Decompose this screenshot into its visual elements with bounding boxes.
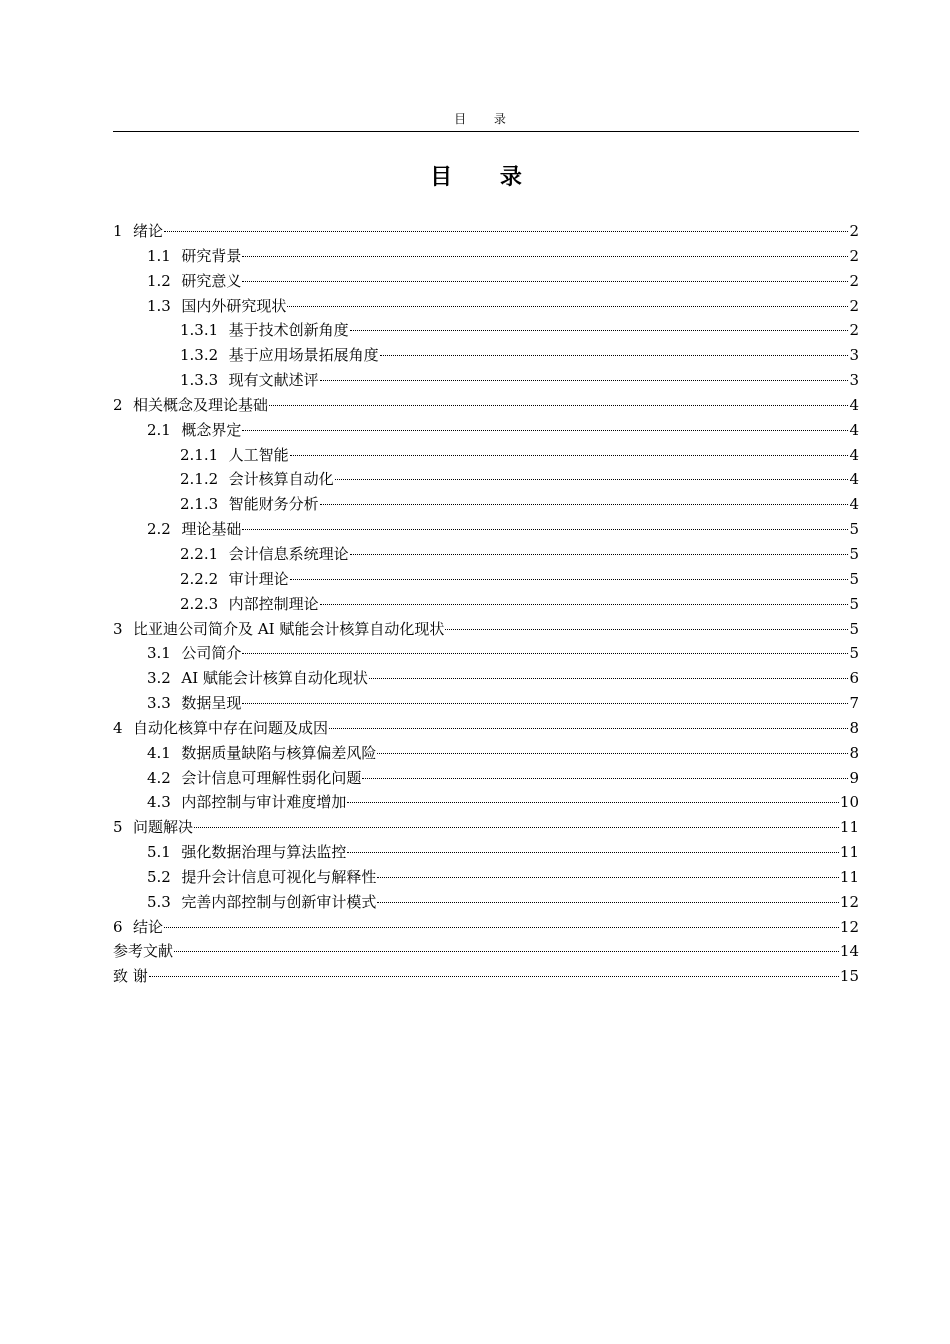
toc-entry-title: 会计信息可理解性弱化问题 (181, 768, 362, 787)
page-title: 目 录 (430, 165, 542, 190)
toc-entry-page: 2 (849, 271, 859, 290)
toc-entry[interactable] (113, 318, 859, 343)
toc-entry-number: 2.1.1 (180, 445, 219, 464)
toc-entry-number: 2.2.1 (180, 544, 219, 563)
toc-entry-title: 审计理论 (228, 569, 289, 588)
toc-entry-title: 内部控制与审计难度增加 (181, 793, 347, 812)
toc-entry[interactable] (113, 592, 859, 617)
toc-entry-page: 8 (849, 718, 859, 737)
toc-entry-title: 理论基础 (181, 520, 242, 539)
toc-dot-leader (164, 927, 839, 928)
toc-entry-number: 5.1 (147, 843, 171, 862)
toc-dot-leader (149, 976, 839, 977)
toc-entry-page: 5 (849, 544, 859, 563)
toc-dot-leader (350, 554, 849, 555)
toc-entry-number: 1.3 (147, 296, 171, 315)
toc-entry[interactable] (113, 790, 859, 815)
toc-entry-number: 3.3 (147, 694, 171, 713)
toc-entry[interactable] (113, 467, 859, 492)
toc-dot-leader (242, 281, 848, 282)
toc-dot-leader (164, 231, 848, 232)
table-of-contents (113, 219, 859, 989)
toc-entry-number: 2.2.3 (180, 594, 219, 613)
toc-entry-page: 11 (839, 843, 859, 862)
toc-entry-page: 5 (849, 594, 859, 613)
toc-entry[interactable] (113, 517, 859, 542)
toc-entry-title: 会计信息系统理论 (228, 544, 349, 563)
toc-entry[interactable] (113, 567, 859, 592)
toc-entry-title: 完善内部控制与创新审计模式 (181, 892, 377, 911)
toc-entry-number: 1.3.1 (180, 321, 219, 340)
toc-entry-page: 2 (849, 246, 859, 265)
toc-entry-number: 5.3 (147, 892, 171, 911)
toc-entry-title: 自动化核算中存在问题及成因 (133, 718, 329, 737)
toc-entry-page: 5 (849, 569, 859, 588)
toc-dot-leader (269, 405, 848, 406)
toc-entry-title: 国内外研究现状 (181, 296, 287, 315)
toc-entry[interactable] (113, 939, 859, 964)
toc-entry-title: 数据呈现 (181, 694, 242, 713)
toc-entry-page: 10 (839, 793, 859, 812)
header-rule (113, 131, 859, 132)
toc-dot-leader (377, 902, 839, 903)
toc-entry[interactable] (113, 666, 859, 691)
toc-entry-page: 4 (849, 470, 859, 489)
toc-dot-leader (320, 504, 849, 505)
toc-entry-title: 问题解决 (133, 818, 194, 837)
toc-dot-leader (329, 728, 848, 729)
toc-entry-number: 3 (113, 619, 123, 638)
toc-entry-number: 2.1.2 (180, 470, 219, 489)
running-header: 目 录 (454, 112, 518, 126)
toc-entry[interactable] (113, 641, 859, 666)
toc-entry[interactable] (113, 443, 859, 468)
toc-dot-leader (362, 778, 848, 779)
toc-dot-leader (242, 529, 848, 530)
toc-dot-leader (445, 629, 848, 630)
toc-entry-page: 3 (849, 346, 859, 365)
toc-entry[interactable] (113, 865, 859, 890)
toc-entry[interactable] (113, 617, 859, 642)
toc-dot-leader (377, 877, 839, 878)
toc-entry-number: 3.2 (147, 669, 171, 688)
toc-entry[interactable] (113, 815, 859, 840)
toc-entry-title: 概念界定 (181, 420, 242, 439)
toc-entry-title: AI 赋能会计核算自动化现状 (181, 669, 368, 688)
toc-dot-leader (320, 604, 849, 605)
toc-entry[interactable] (113, 418, 859, 443)
toc-dot-leader (350, 330, 849, 331)
toc-entry-number: 4 (113, 718, 123, 737)
toc-entry-page: 14 (839, 942, 859, 961)
toc-entry-page: 12 (839, 917, 859, 936)
toc-entry-page: 2 (849, 321, 859, 340)
toc-dot-leader (335, 479, 849, 480)
toc-entry-page: 2 (849, 296, 859, 315)
toc-entry-title: 人工智能 (228, 445, 289, 464)
toc-entry-title: 致 谢 (113, 967, 148, 986)
toc-dot-leader (242, 653, 848, 654)
toc-dot-leader (380, 355, 849, 356)
toc-dot-leader (377, 753, 848, 754)
toc-entry-number: 4.1 (147, 743, 171, 762)
toc-dot-leader (347, 852, 839, 853)
toc-entry-page: 7 (849, 694, 859, 713)
toc-entry-title: 智能财务分析 (228, 495, 319, 514)
toc-entry-number: 2.2 (147, 520, 171, 539)
toc-entry-page: 4 (849, 495, 859, 514)
toc-entry[interactable] (113, 542, 859, 567)
toc-entry-page: 2 (849, 222, 859, 240)
toc-entry-page: 11 (839, 818, 859, 837)
toc-entry[interactable] (113, 492, 859, 517)
toc-entry-title: 会计核算自动化 (228, 470, 334, 489)
toc-dot-leader (320, 380, 849, 381)
toc-entry-page: 15 (839, 967, 859, 986)
toc-entry-page: 4 (849, 420, 859, 439)
toc-entry[interactable] (113, 840, 859, 865)
toc-dot-leader (174, 951, 839, 952)
toc-entry-title: 研究背景 (181, 246, 242, 265)
toc-entry-number: 2.1 (147, 420, 171, 439)
toc-entry[interactable] (113, 368, 859, 393)
toc-entry-number: 5 (113, 818, 123, 837)
toc-entry-number: 6 (113, 917, 123, 936)
toc-entry[interactable] (113, 716, 859, 741)
toc-entry[interactable] (113, 915, 859, 940)
toc-dot-leader (194, 827, 839, 828)
toc-entry-page: 5 (849, 619, 859, 638)
toc-dot-leader (290, 579, 849, 580)
toc-entry-title: 基于技术创新角度 (228, 321, 349, 340)
toc-entry-title: 提升会计信息可视化与解释性 (181, 867, 377, 886)
toc-entry-number: 2 (113, 395, 123, 414)
toc-dot-leader (290, 455, 849, 456)
toc-entry-number: 1.1 (147, 246, 171, 265)
toc-dot-leader (242, 430, 848, 431)
toc-entry-number: 1 (113, 222, 123, 240)
toc-entry-page: 4 (849, 445, 859, 464)
toc-entry-page: 3 (849, 371, 859, 390)
toc-entry-title: 强化数据治理与算法监控 (181, 843, 347, 862)
toc-entry-number: 5.2 (147, 867, 171, 886)
toc-entry-title: 相关概念及理论基础 (133, 395, 269, 414)
toc-dot-leader (242, 256, 848, 257)
toc-entry-page: 4 (849, 395, 859, 414)
toc-entry-title: 参考文献 (113, 942, 174, 961)
toc-entry-number: 1.3.2 (180, 346, 219, 365)
toc-entry-page: 5 (849, 520, 859, 539)
toc-entry-page: 12 (839, 892, 859, 911)
toc-entry-title: 公司简介 (181, 644, 242, 663)
toc-entry-title: 数据质量缺陷与核算偏差风险 (181, 743, 377, 762)
toc-entry-page: 8 (849, 743, 859, 762)
toc-entry-title: 研究意义 (181, 271, 242, 290)
toc-entry-page: 9 (849, 768, 859, 787)
toc-entry-title: 内部控制理论 (228, 594, 319, 613)
toc-entry[interactable] (113, 741, 859, 766)
toc-dot-leader (369, 678, 849, 679)
toc-entry-page: 5 (849, 644, 859, 663)
toc-dot-leader (287, 306, 848, 307)
toc-entry[interactable] (113, 766, 859, 791)
toc-entry-number: 3.1 (147, 644, 171, 663)
toc-entry-page: 11 (839, 867, 859, 886)
toc-entry[interactable] (113, 219, 859, 244)
toc-entry[interactable] (113, 294, 859, 319)
toc-dot-leader (347, 802, 839, 803)
toc-entry-title: 结论 (133, 917, 164, 936)
toc-entry-number: 4.3 (147, 793, 171, 812)
toc-entry[interactable] (113, 890, 859, 915)
toc-entry-title: 现有文献述评 (228, 371, 319, 390)
toc-entry[interactable] (113, 269, 859, 294)
toc-entry-number: 2.2.2 (180, 569, 219, 588)
toc-entry-number: 1.3.3 (180, 371, 219, 390)
toc-entry[interactable] (113, 691, 859, 716)
toc-entry-number: 4.2 (147, 768, 171, 787)
toc-entry-number: 2.1.3 (180, 495, 219, 514)
toc-entry[interactable] (113, 393, 859, 418)
toc-entry[interactable] (113, 964, 859, 989)
toc-entry[interactable] (113, 244, 859, 269)
toc-entry-number: 1.2 (147, 271, 171, 290)
toc-entry-title: 比亚迪公司简介及 AI 赋能会计核算自动化现状 (133, 619, 445, 638)
toc-entry-title: 基于应用场景拓展角度 (228, 346, 379, 365)
toc-entry-title: 绪论 (133, 222, 164, 240)
toc-entry[interactable] (113, 343, 859, 368)
toc-dot-leader (242, 703, 848, 704)
toc-entry-page: 6 (849, 669, 859, 688)
